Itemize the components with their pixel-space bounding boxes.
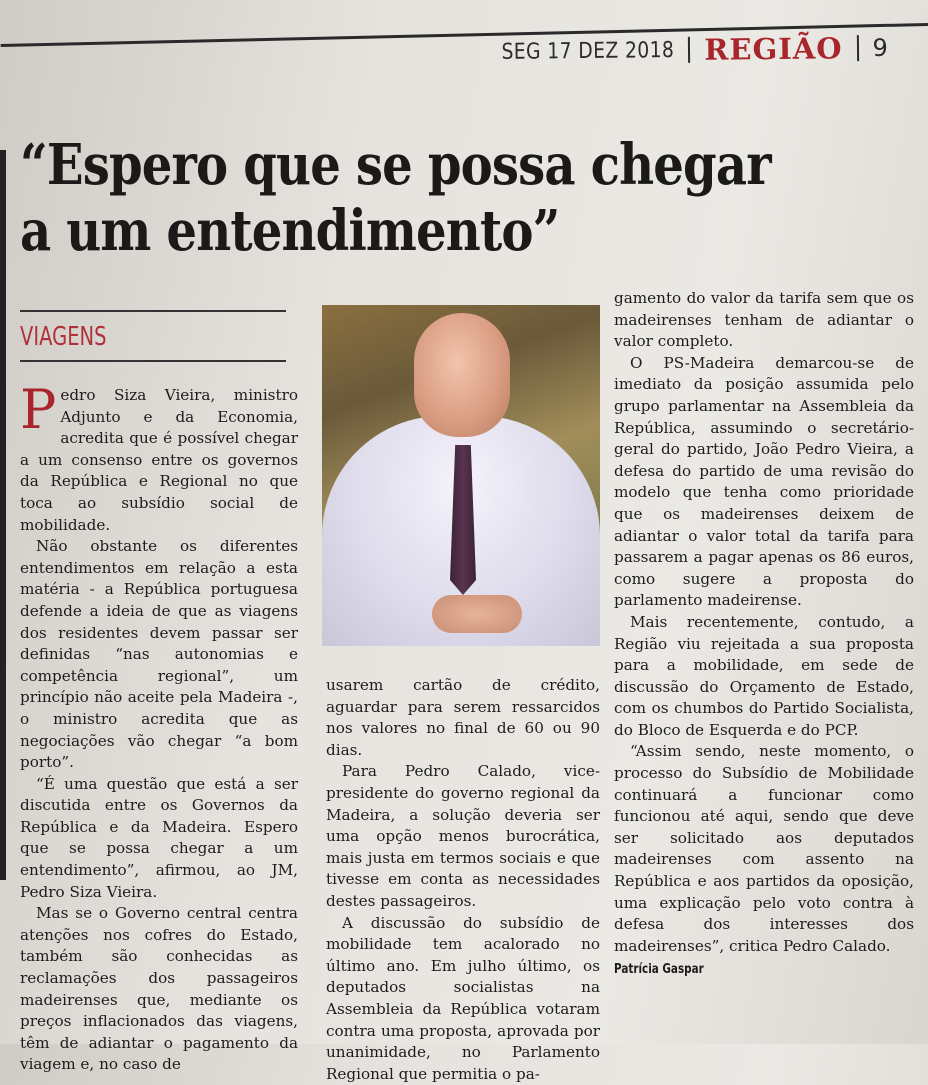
paragraph: “Assim sendo, neste momento, o processo do Subsídio de Mobilidade continuará a funcionar como funcionou até aqui, sendo que deve ser solicitado aos deputados madeirenses com assento na República e aos partidos da oposição, uma explicação pelo voto contra à defesa dos interesses dos madeirenses”, critica Pedro Calado. [614, 742, 914, 955]
paragraph: usarem cartão de crédito, aguardar para serem ressarcidos nos valores no final de 60 ou 90 dias. [326, 676, 600, 759]
kicker-rule [20, 360, 286, 362]
paragraph: “É uma questão que está a ser discutida entre os Governos da República e da Madeira. Espero que se possa chegar a um entendimento”, afirmou, ao JM, Pedro Siza Vieira. [20, 774, 298, 901]
masthead-separator [857, 35, 859, 61]
column-edge-bar [0, 150, 6, 880]
paragraph: Mais recentemente, contudo, a Região viu rejeitada a sua proposta para a mobilidade, em sede de discussão do Orçamento de Estado, com os chumbos do Partido Socialista, do Bloco de Esquerda e do PCP. [614, 612, 914, 739]
masthead [471, 28, 888, 72]
paragraph: O PS-Madeira demarcou-se de imediato da posição assumida pelo grupo parlamentar na Assembleia da República, assumindo o secretário-geral do partido, João Pedro Vieira, a defesa do partido de uma revisão do modelo que tenha como prioridade que os madeirenses deixem de adiantar o valor total da tarifa para passarem a pagar apenas os 86 euros, como sugere a proposta do parlamento madeirense. [614, 353, 914, 610]
section-name: REGIÃO [704, 31, 843, 67]
photo-head [414, 313, 510, 437]
paragraph: A discussão do subsídio de mobilidade tem acalorado no último ano. Em julho último, os deputados socialistas na Assembleia da República votaram contra uma proposta, aprovada por unanimidade, no Parlamento Regional que permitia o pa- [326, 913, 600, 1083]
paragraph: Mas se o Governo central centra atenções nos cofres do Estado, também são conhecidas as reclamações dos passageiros madeirenses que, mediante os preços inflacionados das viagens, têm de adiantar o pagamento da viagem e, no caso de [20, 904, 298, 1074]
page-number: 9 [872, 33, 889, 62]
paragraph: gamento do valor da tarifa sem que os madeirenses tenham de adiantar o valor completo. [614, 289, 914, 351]
masthead-separator [688, 37, 690, 63]
paragraph-text: edro Siza Vieira, ministro Adjunto e da Economia, acredita que é possível chegar a um consenso entre os governos da República e Regional no que toca ao subsídio social de mobilidade. [20, 386, 298, 534]
minister-photo [322, 305, 600, 646]
article-column-1 [20, 378, 298, 1076]
author-byline: Patrícia Gaspar [614, 962, 704, 978]
article-kicker: VIAGENS [20, 322, 107, 352]
paragraph [20, 378, 298, 536]
article-column-3 [614, 288, 914, 981]
paragraph: Para Pedro Calado, vice-presidente do governo regional da Madeira, a solução deveria ser uma opção menos burocrática, mais justa em termos sociais e que tivesse em conta as necessidades destes passageiros. [326, 762, 600, 910]
article-column-2 [326, 675, 600, 1085]
article-headline: “Espero que se possa chegar a um entendimento” [20, 132, 771, 264]
paragraph: Não obstante os diferentes entendimentos em relação a esta matéria - a República portuguesa defende a ideia de que as viagens dos residentes devem passar ser definidas “nas autonomias e competência regional”, um princípio não aceite pela Madeira -, o ministro acredita que as negociações vão chegar “a bom porto”. [20, 537, 298, 772]
issue-date: SEG 17 DEZ 2018 [501, 37, 675, 65]
kicker-rule [20, 310, 286, 312]
drop-cap: P [20, 378, 57, 441]
photo-hands [432, 595, 522, 633]
